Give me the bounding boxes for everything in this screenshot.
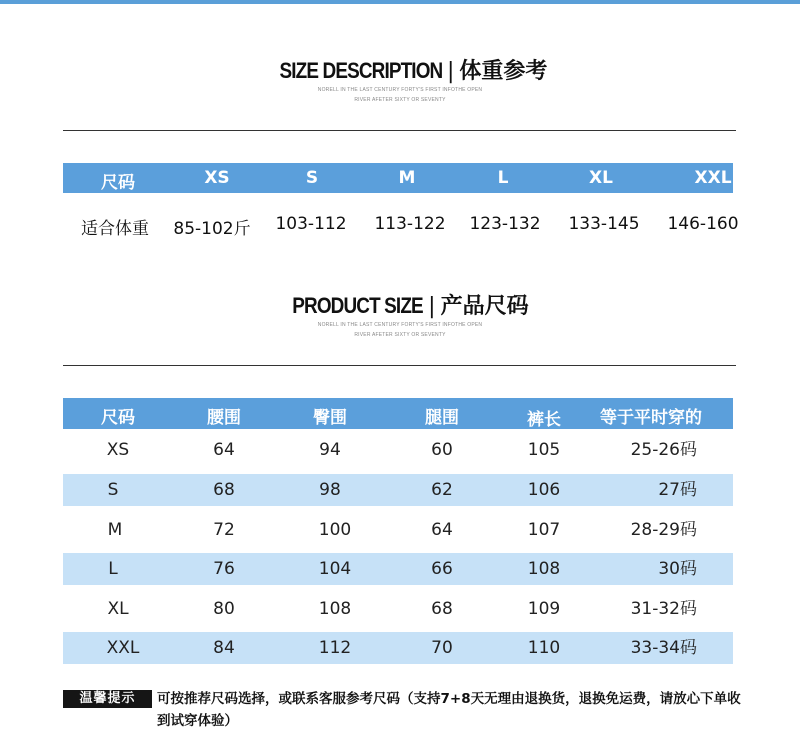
cell-waist: 80: [213, 599, 235, 619]
cell-equivalent: 27码: [658, 480, 697, 500]
size-description-subtitle-1: NORELL IN THE LAST CENTURY FORTY'S FIRST INFOTHE OPEN: [317, 87, 483, 93]
cell-length: 110: [527, 638, 561, 658]
cell-thigh: 64: [431, 520, 453, 540]
weight-value-s: 103-112: [275, 214, 347, 234]
cell-equivalent: 31-32码: [630, 599, 697, 619]
cell-hip: 108: [318, 599, 352, 619]
divider-1: [63, 130, 736, 131]
cell-equivalent: 30码: [658, 559, 697, 579]
cell-size: L: [108, 559, 118, 579]
cell-length: 108: [527, 559, 561, 579]
cell-waist: 72: [213, 520, 235, 540]
product-size-title-en: PRODUCT SIZE: [292, 293, 424, 318]
cell-size: XS: [106, 440, 130, 460]
cell-hip: 94: [319, 440, 341, 460]
cell-size: S: [107, 480, 119, 500]
title-separator: |: [428, 294, 436, 319]
cell-length: 106: [527, 480, 561, 500]
cell-length: 109: [527, 599, 561, 619]
cell-length: 107: [527, 520, 561, 540]
weight-header-l: L: [497, 168, 509, 188]
weight-value-xxl: 146-160: [667, 214, 739, 234]
product-size-subtitle-2: RIVER AFETER SIXTY OR SEVENTY: [354, 332, 446, 338]
weight-table-header: [63, 163, 733, 193]
cell-equivalent: 25-26码: [630, 440, 697, 460]
weight-value-m: 113-122: [374, 214, 446, 234]
cell-size: XXL: [106, 638, 140, 658]
cell-thigh: 66: [431, 559, 453, 579]
cell-thigh: 62: [431, 480, 453, 500]
weight-row-label: 适合体重: [81, 219, 149, 239]
product-size-title-cn: 产品尺码: [440, 294, 529, 319]
cell-thigh: 68: [431, 599, 453, 619]
weight-header-m: M: [398, 168, 416, 188]
weight-value-xs: 85-102斤: [173, 219, 251, 239]
cell-equivalent: 28-29码: [630, 520, 697, 540]
cell-waist: 84: [213, 638, 235, 658]
weight-header-xl: XL: [589, 168, 613, 188]
tip-text: 可按推荐尺码选择，或联系客服参考尺码（支持7+8天无理由退换货，退换免运费，请放心下单收到试穿体验）: [157, 691, 741, 729]
size-header-waist: 腰围: [207, 408, 241, 428]
weight-header-size: 尺码: [101, 173, 135, 193]
size-description-title-en: SIZE DESCRIPTION: [279, 58, 442, 83]
product-size-title: [0, 293, 800, 340]
product-size-subtitle-1: NORELL IN THE LAST CENTURY FORTY'S FIRST INFOTHE OPEN: [317, 322, 483, 328]
size-description-subtitle-2: RIVER AFETER SIXTY OR SEVENTY: [354, 97, 446, 103]
size-description-title-cn: 体重参考: [459, 59, 548, 84]
size-table-header: [63, 398, 733, 429]
table-row: [63, 553, 733, 585]
weight-header-s: S: [305, 168, 319, 188]
table-row: [63, 474, 733, 506]
cell-waist: 64: [213, 440, 235, 460]
table-row: [63, 632, 733, 664]
cell-thigh: 70: [431, 638, 453, 658]
cell-equivalent: 33-34码: [630, 638, 697, 658]
size-header-length: 裤长: [527, 410, 561, 430]
weight-value-l: 123-132: [469, 214, 541, 234]
divider-2: [63, 365, 736, 366]
cell-hip: 104: [318, 559, 352, 579]
size-description-title: [0, 58, 800, 105]
weight-header-xxl: XXL: [694, 168, 732, 188]
cell-size: XL: [107, 599, 129, 619]
cell-hip: 112: [318, 638, 352, 658]
table-row: [63, 593, 733, 625]
size-header-size: 尺码: [101, 408, 135, 428]
cell-size: M: [107, 520, 123, 540]
tip-badge: 温馨提示: [63, 690, 152, 708]
title-separator: |: [446, 59, 455, 84]
weight-header-xs: XS: [204, 168, 230, 188]
weight-value-xl: 133-145: [568, 214, 640, 234]
size-header-thigh: 腿围: [425, 408, 459, 428]
table-row: [63, 514, 733, 546]
table-row: [63, 434, 733, 466]
cell-thigh: 60: [431, 440, 453, 460]
cell-waist: 68: [213, 480, 235, 500]
cell-length: 105: [527, 440, 561, 460]
cell-hip: 98: [319, 480, 341, 500]
size-header-equivalent: 等于平时穿的: [600, 408, 702, 428]
cell-hip: 100: [318, 520, 352, 540]
size-header-hip: 臀围: [313, 408, 347, 428]
cell-waist: 76: [213, 559, 235, 579]
top-accent-bar: [0, 0, 800, 4]
